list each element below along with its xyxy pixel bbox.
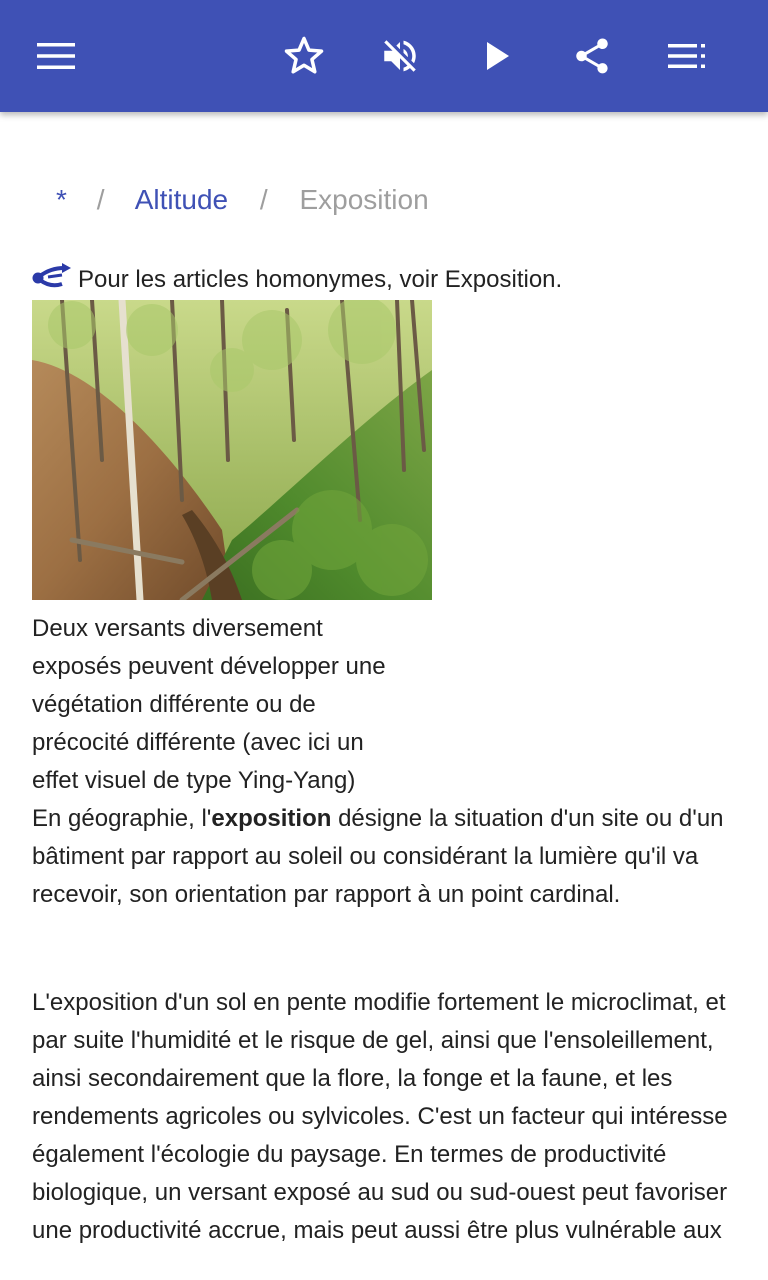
playlist-icon [668, 43, 708, 69]
caption-line: effet visuel de type Ying-Yang) [32, 767, 356, 794]
caption-line: exposés peuvent développer une [32, 653, 386, 680]
share-icon [571, 35, 613, 77]
contents-button[interactable] [656, 24, 720, 88]
play-button[interactable] [466, 24, 530, 88]
disambiguation-icon [32, 262, 72, 303]
play-icon [485, 41, 511, 71]
paragraph-text: En géographie, l' [32, 805, 212, 832]
bookmark-button[interactable] [272, 24, 336, 88]
homonym-link[interactable]: Exposition [444, 266, 556, 293]
term-bold: exposition [211, 805, 332, 832]
breadcrumb [32, 180, 429, 220]
breadcrumb-separator: / [259, 184, 268, 215]
image-caption [32, 610, 422, 800]
caption-line: végétation différente ou de [32, 691, 316, 718]
caption-line: Deux versants diversement [32, 615, 323, 642]
menu-icon [37, 42, 75, 70]
menu-button[interactable] [24, 24, 88, 88]
share-button[interactable] [560, 24, 624, 88]
homonym-notice [32, 260, 562, 300]
app-bar [0, 0, 768, 112]
homonym-text: Pour les articles homonymes, voir [78, 266, 445, 293]
paragraph-text: désigne la situation d'un site ou d'un bâtiment par rapport au soleil ou considérant la lumière qu'il va recevoir, son orientation par rapport à un point cardinal. [32, 805, 724, 908]
breadcrumb-root-link[interactable]: * [56, 184, 67, 215]
breadcrumb-current: Exposition [299, 184, 429, 215]
forest-ravine-photo [32, 300, 432, 600]
breadcrumb-parent-link[interactable]: Altitude [134, 184, 229, 215]
article-paragraph: L'exposition d'un sol en pente modifie fortement le microclimat, et par suite l'humidité et le risque de gel, ainsi que l'ensoleillement, ainsi secondairement que la flore, la fonge et la faune, et les rendements agricoles ou sylvicoles. C'est un facteur qui intéresse également l'écologie du paysage. En termes de productivité biologique, un versant exposé au sud ou sud-ouest peut favoriser une productivité accrue, mais peut aussi être plus vulnérable aux [32, 989, 728, 1244]
breadcrumb-separator: / [96, 184, 105, 215]
article-paragraph [32, 800, 736, 914]
homonym-suffix: . [555, 266, 563, 293]
star-outline-icon [283, 35, 325, 77]
mute-button[interactable] [368, 24, 432, 88]
caption-line: précocité différente (avec ici un [32, 729, 364, 756]
volume-off-icon [379, 35, 421, 77]
article-image[interactable] [32, 300, 432, 600]
